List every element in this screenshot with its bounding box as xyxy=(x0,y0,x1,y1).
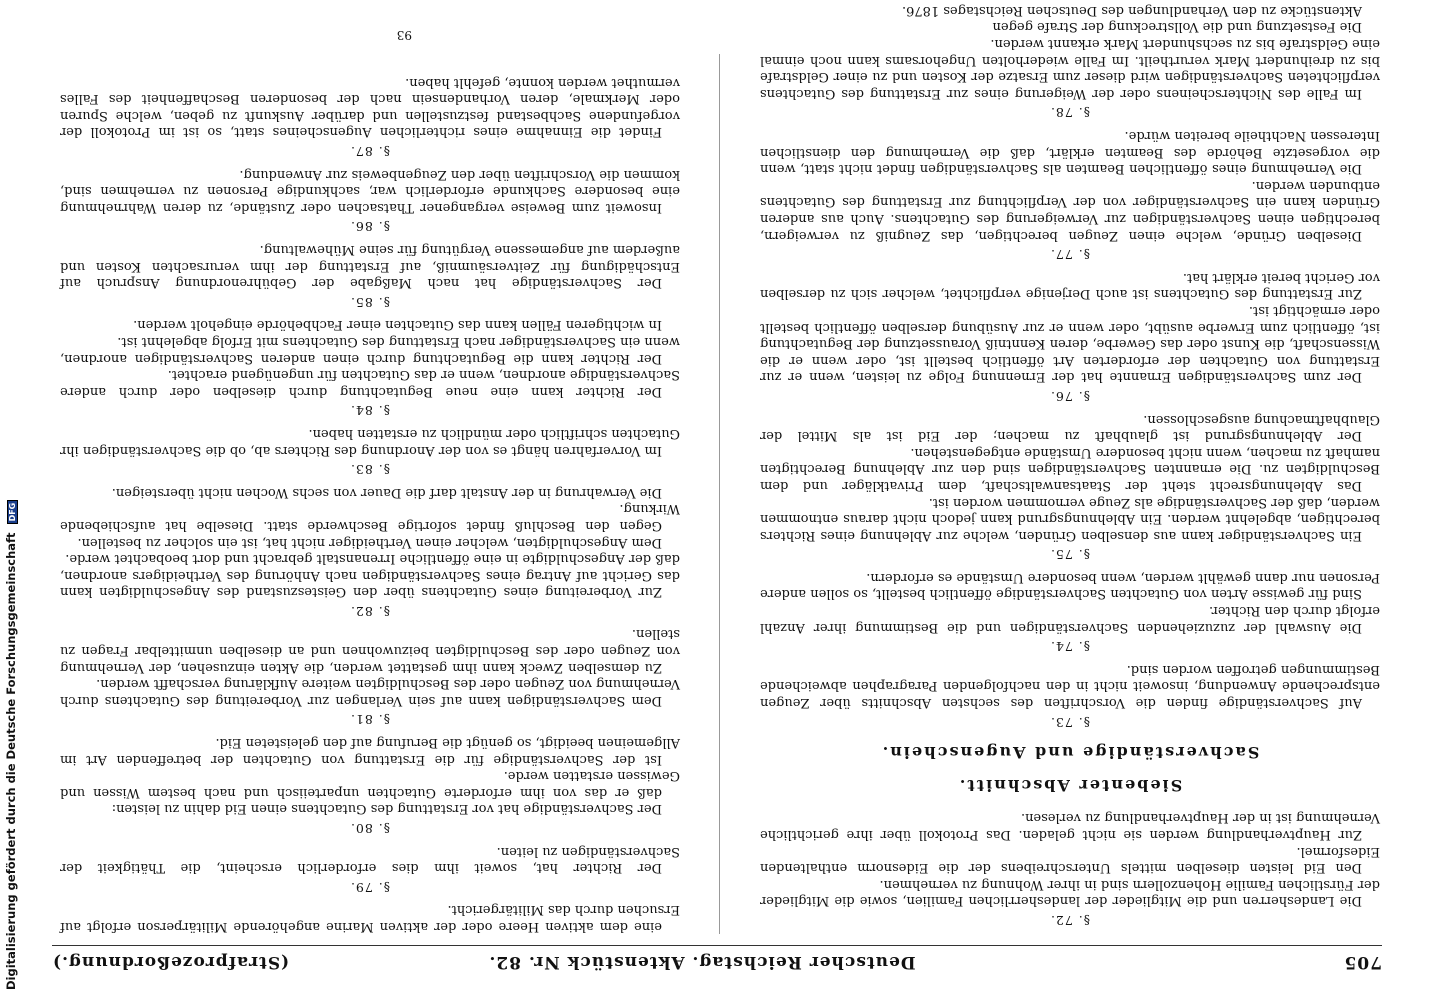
section-heading: Siebenter Abschnitt. xyxy=(957,775,1183,795)
section-number: §. 81. xyxy=(349,712,391,728)
paragraph: Der Richter hat, soweit ihm dies erforderlich erscheint, die Thätigkeit der Sachverständigen zu leiten. xyxy=(60,843,680,876)
section-number: §. 73. xyxy=(1049,714,1091,730)
paragraph: Dieselben Gründe, welche einen Zeugen berechtigen, das Zeugniß zu verweigern, berechtigen einen Sachverständigen zur Verweigerung des Gutachtens. Auch aus anderen Gründen kann ein Sachverständiger von der Verpflichtung zur Erstattung des Gutachtens entbunden werden. xyxy=(760,177,1380,243)
digitization-sidebar xyxy=(0,0,28,1000)
running-header xyxy=(52,945,1382,976)
sidebar-credit-text: Digitalisierung gefördert durch die Deutsche Forschungsgemeinschaft xyxy=(4,532,18,990)
paragraph: Sind für gewisse Arten von Gutachten Sachverständige öffentlich bestellt, so sollen andere Personen nur dann gewählt werden, wenn besondere Umstände es erfordern. xyxy=(760,569,1380,602)
paragraph: Aktenstücke zu den Verhandlungen des Deutschen Reichstages 1876. xyxy=(901,2,1362,18)
section-number: §. 80. xyxy=(349,821,391,837)
paragraph: Auf Sachverständige finden die Vorschriften des sechsten Abschnitts über Zeugen entsprechende Anwendung, insoweit nicht in den nachfolgenden Paragraphen abweichende Bestimmungen getroffen worden sind. xyxy=(760,661,1380,711)
section-number: §. 84. xyxy=(349,403,391,419)
paragraph: Zur Erstattung des Gutachtens ist auch Derjenige verpflichtet, welcher sich zu derselben vor Gericht bereit erklärt hat. xyxy=(760,269,1380,302)
section-number: §. 78. xyxy=(1049,105,1091,121)
section-number: §. 77. xyxy=(1049,247,1091,263)
paragraph: Die Vernehmung eines öffentlichen Beamten als Sachverständigen findet nicht statt, wenn die vorgesetzte Behörde des Beamten erklärt, daß die Vernehmung den dienstlichen Interessen Nachtheile bereiten würde. xyxy=(760,128,1380,177)
paragraph: Die Landesherren und die Mitglieder der landesherrlichen Familien, sowie die Mitglieder der Fürstlichen Familie Hohenzollern sind in ihrer Wohnung zu vernehmen. xyxy=(760,876,1380,909)
paragraph: Zu demselben Zweck kann ihm gestattet werden, die Akten einzusehen, der Vernehmung von Zeugen oder des Beschuldigten beizuwohnen und an dieselben unmittelbar Fragen zu stellen. xyxy=(60,626,680,675)
paragraph: Der Richter kann eine neue Begutachtung durch dieselben oder durch andere Sachverständige anordnen, wenn er das Gutachten für ungenügend erachtet. xyxy=(60,367,680,399)
section-number: §. 83. xyxy=(349,462,391,478)
section-number: §. 75. xyxy=(1049,547,1091,563)
paragraph: Das Ablehnungsrecht steht der Staatsanwaltschaft, dem Privatkläger und dem Beschuldigten zu. Die ernannten Sachverständigen sind den zur Ablehnung Berechtigten namhaft zu machen, wenn nicht besondere Umstände entgegenstehen. xyxy=(760,444,1380,493)
paragraph: Zur Vorbereitung eines Gutachtens über den Geisteszustand des Angeschuldigten kann das Gericht auf Antrag eines Sachverständigen nach Anhörung des Vertheidigers anordnen, daß der Angeschuldigte in eine öffentliche Irrenanstalt gebracht und dort beobachtet werde. xyxy=(60,551,680,600)
left-column xyxy=(760,2,1380,934)
paragraph: Findet die Einnahme eines richterlichen Augenscheines statt, so ist im Protokoll der vorgefundene Sachbestand festzustellen und darüber Auskunft zu geben, welche Spuren oder Merkmale, deren Vorhandensein nach der besonderen Beschaffenheit des Falles vermuthet werden konnte, gefehlt haben. xyxy=(60,74,680,140)
section-heading: Sachverständige und Augenschein. xyxy=(880,743,1260,763)
section-number: §. 87. xyxy=(349,144,391,160)
section-number: §. 79. xyxy=(349,879,391,895)
paragraph: Zur Hauptverhandlung werden sie nicht geladen. Das Protokoll über ihre gerichtliche Vernehmung ist in der Hauptverhandlung zu verlesen. xyxy=(760,810,1380,843)
paragraph: Der Ablehnungsgrund ist glaubhaft zu machen; der Eid ist als Mittel der Glaubhaftmachung ausgeschlossen. xyxy=(760,411,1380,444)
sidebar-credit xyxy=(4,0,18,990)
section-number: §. 74. xyxy=(1049,639,1091,655)
paragraph: Im Falle des Nichterscheinens oder der Weigerung eines zur Erstattung des Gutachtens verpflichteten Sachverständigen wird dieser zum Ersatze der Kosten und zu einer Geldstrafe bis zu dreihundert Mark verurtheilt. Im Falle wiederholten Ungehorsams kann noch einmal eine Geldstrafe bis zu sechshundert Mark erkannt werden. xyxy=(760,36,1380,101)
section-number: §. 85. xyxy=(349,294,391,310)
column-divider xyxy=(719,54,720,934)
paragraph: Der zum Sachverständigen Ernannte hat der Ernennung Folge zu leisten, wenn er zur Erstattung von Gutachten der erforderten Art öffentlich bestellt ist, oder wenn er die Wissenschaft, die Kunst oder das Gewerbe, deren Kenntniß Voraussetzung der Begutachtung ist, öffentlich zum Erwerbe ausübt, oder wenn er zur Ausübung derselben öffentlich bestellt oder ermächtigt ist. xyxy=(760,303,1380,385)
paragraph: Der Richter kann die Begutachtung durch einen anderen Sachverständigen anordnen, wenn ein Sachverständiger nach Erstattung des Gutachtens mit Erfolg abgelehnt ist. xyxy=(60,334,680,366)
paragraph: Die Verwahrung in der Anstalt darf die Dauer von sechs Wochen nicht übersteigen. xyxy=(111,484,662,500)
paragraph: Die Auswahl der zuzuziehenden Sachverständigen und die Bestimmung ihrer Anzahl erfolgt durch den Richter. xyxy=(760,603,1380,635)
paragraph: Der Sachverständige hat vor Erstattung des Gutachtens einen Eid dahin zu leisten: xyxy=(111,801,662,817)
header-suffix: (Strafprozeßordnung.) xyxy=(52,952,290,972)
page-number: 705 xyxy=(1343,952,1382,972)
section-number: §. 82. xyxy=(349,603,391,619)
paragraph: Der Sachverständige hat nach Maßgabe der Gebührenordnung Anspruch auf Entschädigung für Zeitversäumniß, auf Erstattung der ihm verursachten Kosten und außerdem auf angemessene Vergütung für seine Mühewaltung. xyxy=(60,242,680,291)
paragraph: daß er das von ihm erforderte Gutachten unparteiisch und nach bestem Wissen und Gewissen erstatten werde. xyxy=(60,768,680,800)
paragraph: Insoweit zum Beweise vergangener Thatsachen oder Zustände, zu deren Wahrnehmung eine besondere Sachkunde erforderlich war, sachkundige Personen zu vernehmen sind, kommen die Vorschriften über den Zeugenbeweis zur Anwendung. xyxy=(60,166,680,215)
paragraph: eine dem aktiven Heere oder der aktiven Marine angehörende Militärperson erfolgt auf Ersuchen durch das Militärgericht. xyxy=(60,902,680,934)
header-title: Deutscher Reichstag. Aktenstück Nr. 82. xyxy=(488,952,916,972)
paragraph: Dem Sachverständigen kann auf sein Verlangen zur Vorbereitung des Gutachtens durch Vernehmung von Zeugen oder des Beschuldigten weitere Aufklärung verschafft werden. xyxy=(60,676,680,708)
paragraph: Den Eid leisten dieselben mittels Unterschreibens der die Eidesnorm enthaltenden Eidesformel. xyxy=(760,843,1380,876)
section-number: §. 76. xyxy=(1049,388,1091,404)
paragraph: Die Festsetzung und die Vollstreckung der Strafe gegen xyxy=(992,19,1362,35)
right-column xyxy=(60,54,680,934)
paragraph: Ist der Sachverständige für die Erstattung von Gutachten der betreffenden Art im Allgemeinen beeidigt, so genügt die Berufung auf den geleisteten Eid. xyxy=(60,735,680,767)
dfg-logo: DFG xyxy=(7,500,18,525)
section-number: §. 86. xyxy=(349,219,391,235)
section-number: §. 72. xyxy=(1049,913,1091,928)
paragraph: In wichtigeren Fällen kann das Gutachten einer Fachbehörde eingeholt werden. xyxy=(133,317,662,333)
paragraph: Dem Angeschuldigten, welcher einen Vertheidiger nicht hat, ist ein solcher zu bestellen. xyxy=(77,534,662,550)
paragraph: Im Vorverfahren hängt es von der Anordnung des Richters ab, ob die Sachverständigen ihr Gutachten schriftlich oder mündlich zu erstatten haben. xyxy=(60,425,680,458)
paragraph: Gegen den Beschluß findet sofortige Beschwerde statt. Dieselbe hat aufschiebende Wirkung. xyxy=(60,501,680,533)
footer-number: 93 xyxy=(396,28,412,42)
paragraph: Ein Sachverständiger kann aus denselben Gründen, welche zur Ablehnung eines Richters berechtigen, abgelehnt werden. Ein Ablehnungsgrund kann jedoch nicht daraus entnommen werden, daß der Sachverständige als Zeuge vernommen worden ist. xyxy=(760,494,1380,543)
